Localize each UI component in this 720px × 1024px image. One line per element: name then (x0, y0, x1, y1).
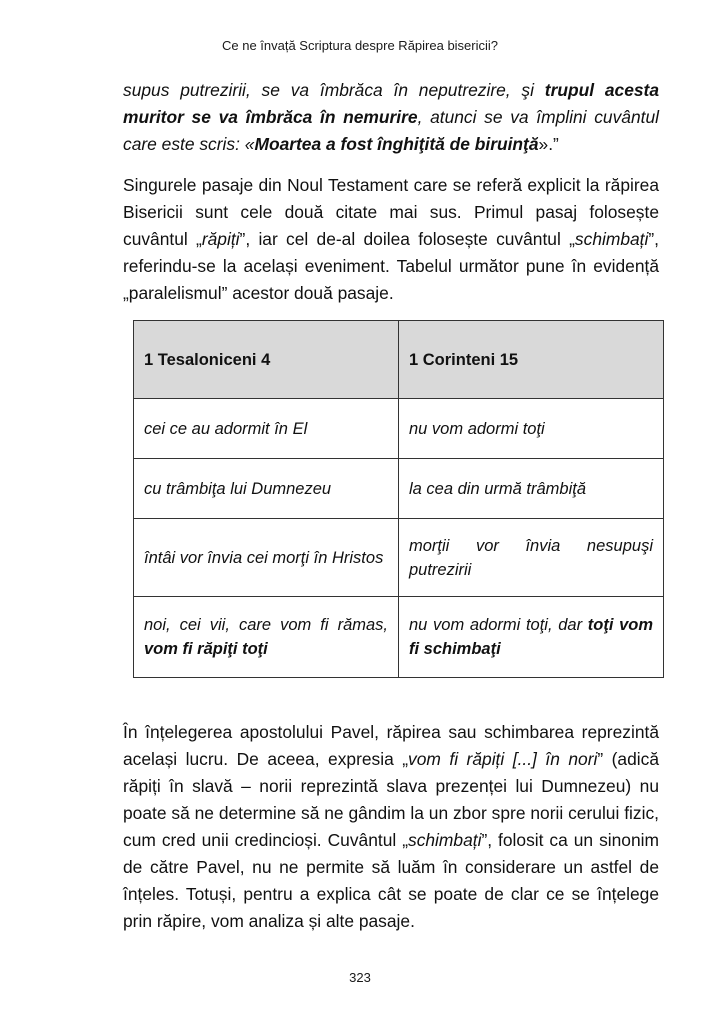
column-header: 1 Corinteni 15 (399, 321, 664, 399)
parallel-passages-table (133, 320, 664, 678)
page-number: 323 (349, 970, 371, 985)
body-text: ” (adică răpiți în slavă – norii reprezintă slava prezenței lui Dumnezeu) nu poate să ne determine să ne gândim la un zbor spre norii cerului fizic, cum cred unii credincioși. Cuvântul „ (123, 749, 659, 850)
body-text: Singurele pasaje din Noul Testament care se referă explicit la răpirea Bisericii sunt cele două citate mai sus. Primul pasaj folosește cuvântul „ (123, 175, 659, 249)
emphasized-term: răpiți (201, 229, 240, 249)
cell-emphasis: toţi vom fi schimbaţi (409, 616, 653, 658)
emphasized-term: schimbați (574, 229, 649, 249)
paragraph-interpretation (123, 719, 659, 935)
quote-text: supus putrezirii, se va îmbrăca în neputrezire, şi (123, 80, 545, 100)
table-cell (399, 597, 664, 678)
table-row (134, 399, 664, 459)
table-row (134, 459, 664, 519)
cell-emphasis: vom fi răpiţi toţi (144, 640, 268, 658)
table-cell (134, 597, 399, 678)
body-text: În înțelegerea apostolului Pavel, răpirea sau schimbarea reprezintă același lucru. De aceea, expresia „ (123, 722, 659, 769)
column-header: 1 Tesaloniceni 4 (134, 321, 399, 399)
table-cell: nu vom adormi toţi (399, 399, 664, 459)
quote-emphasis: Moartea a fost înghiţită de biruinţă (254, 134, 539, 154)
emphasized-term: vom fi răpiți [...] în nori (408, 749, 598, 769)
paragraph-explanation (123, 172, 659, 307)
cell-text: noi, cei vii, care vom fi rămas, (144, 616, 388, 634)
table-row (134, 519, 664, 597)
quote-text: , atunci se va împlini cuvântul care este scris: « (123, 107, 659, 154)
quote-emphasis: trupul acesta muritor se va îmbrăca în nemurire (123, 80, 660, 127)
cell-text: nu vom adormi toţi, dar (409, 616, 588, 634)
running-header: Ce ne învață Scriptura despre Răpirea bisericii? (221, 38, 499, 53)
table-cell: întâi vor învia cei morţi în Hristos (134, 519, 399, 597)
table-cell: morţii vor învia nesupuşi putrezirii (399, 519, 664, 597)
quote-closing: ».” (538, 134, 559, 154)
body-text: ”, referindu-se la același eveniment. Tabelul următor pune în evidență „paralelismul” acestor două pasaje. (123, 229, 659, 303)
body-text: ”, folosit ca un sinonim de către Pavel, nu ne permite să luăm în considerare un astfel de înțeles. Totuși, pentru a explica cât se poate de clar ce se înțelege prin răpire, vom analiza și alte pasaje. (123, 830, 659, 931)
table-cell: la cea din urmă trâmbiţă (399, 459, 664, 519)
emphasized-term: schimbați (408, 830, 482, 850)
table-cell: cu trâmbiţa lui Dumnezeu (134, 459, 399, 519)
table-row (134, 597, 664, 678)
table-header-row (134, 321, 664, 399)
table-cell: cei ce au adormit în El (134, 399, 399, 459)
body-text: ”, iar cel de-al doilea folosește cuvântul „ (239, 229, 575, 249)
paragraph-scripture-quote (123, 77, 659, 158)
